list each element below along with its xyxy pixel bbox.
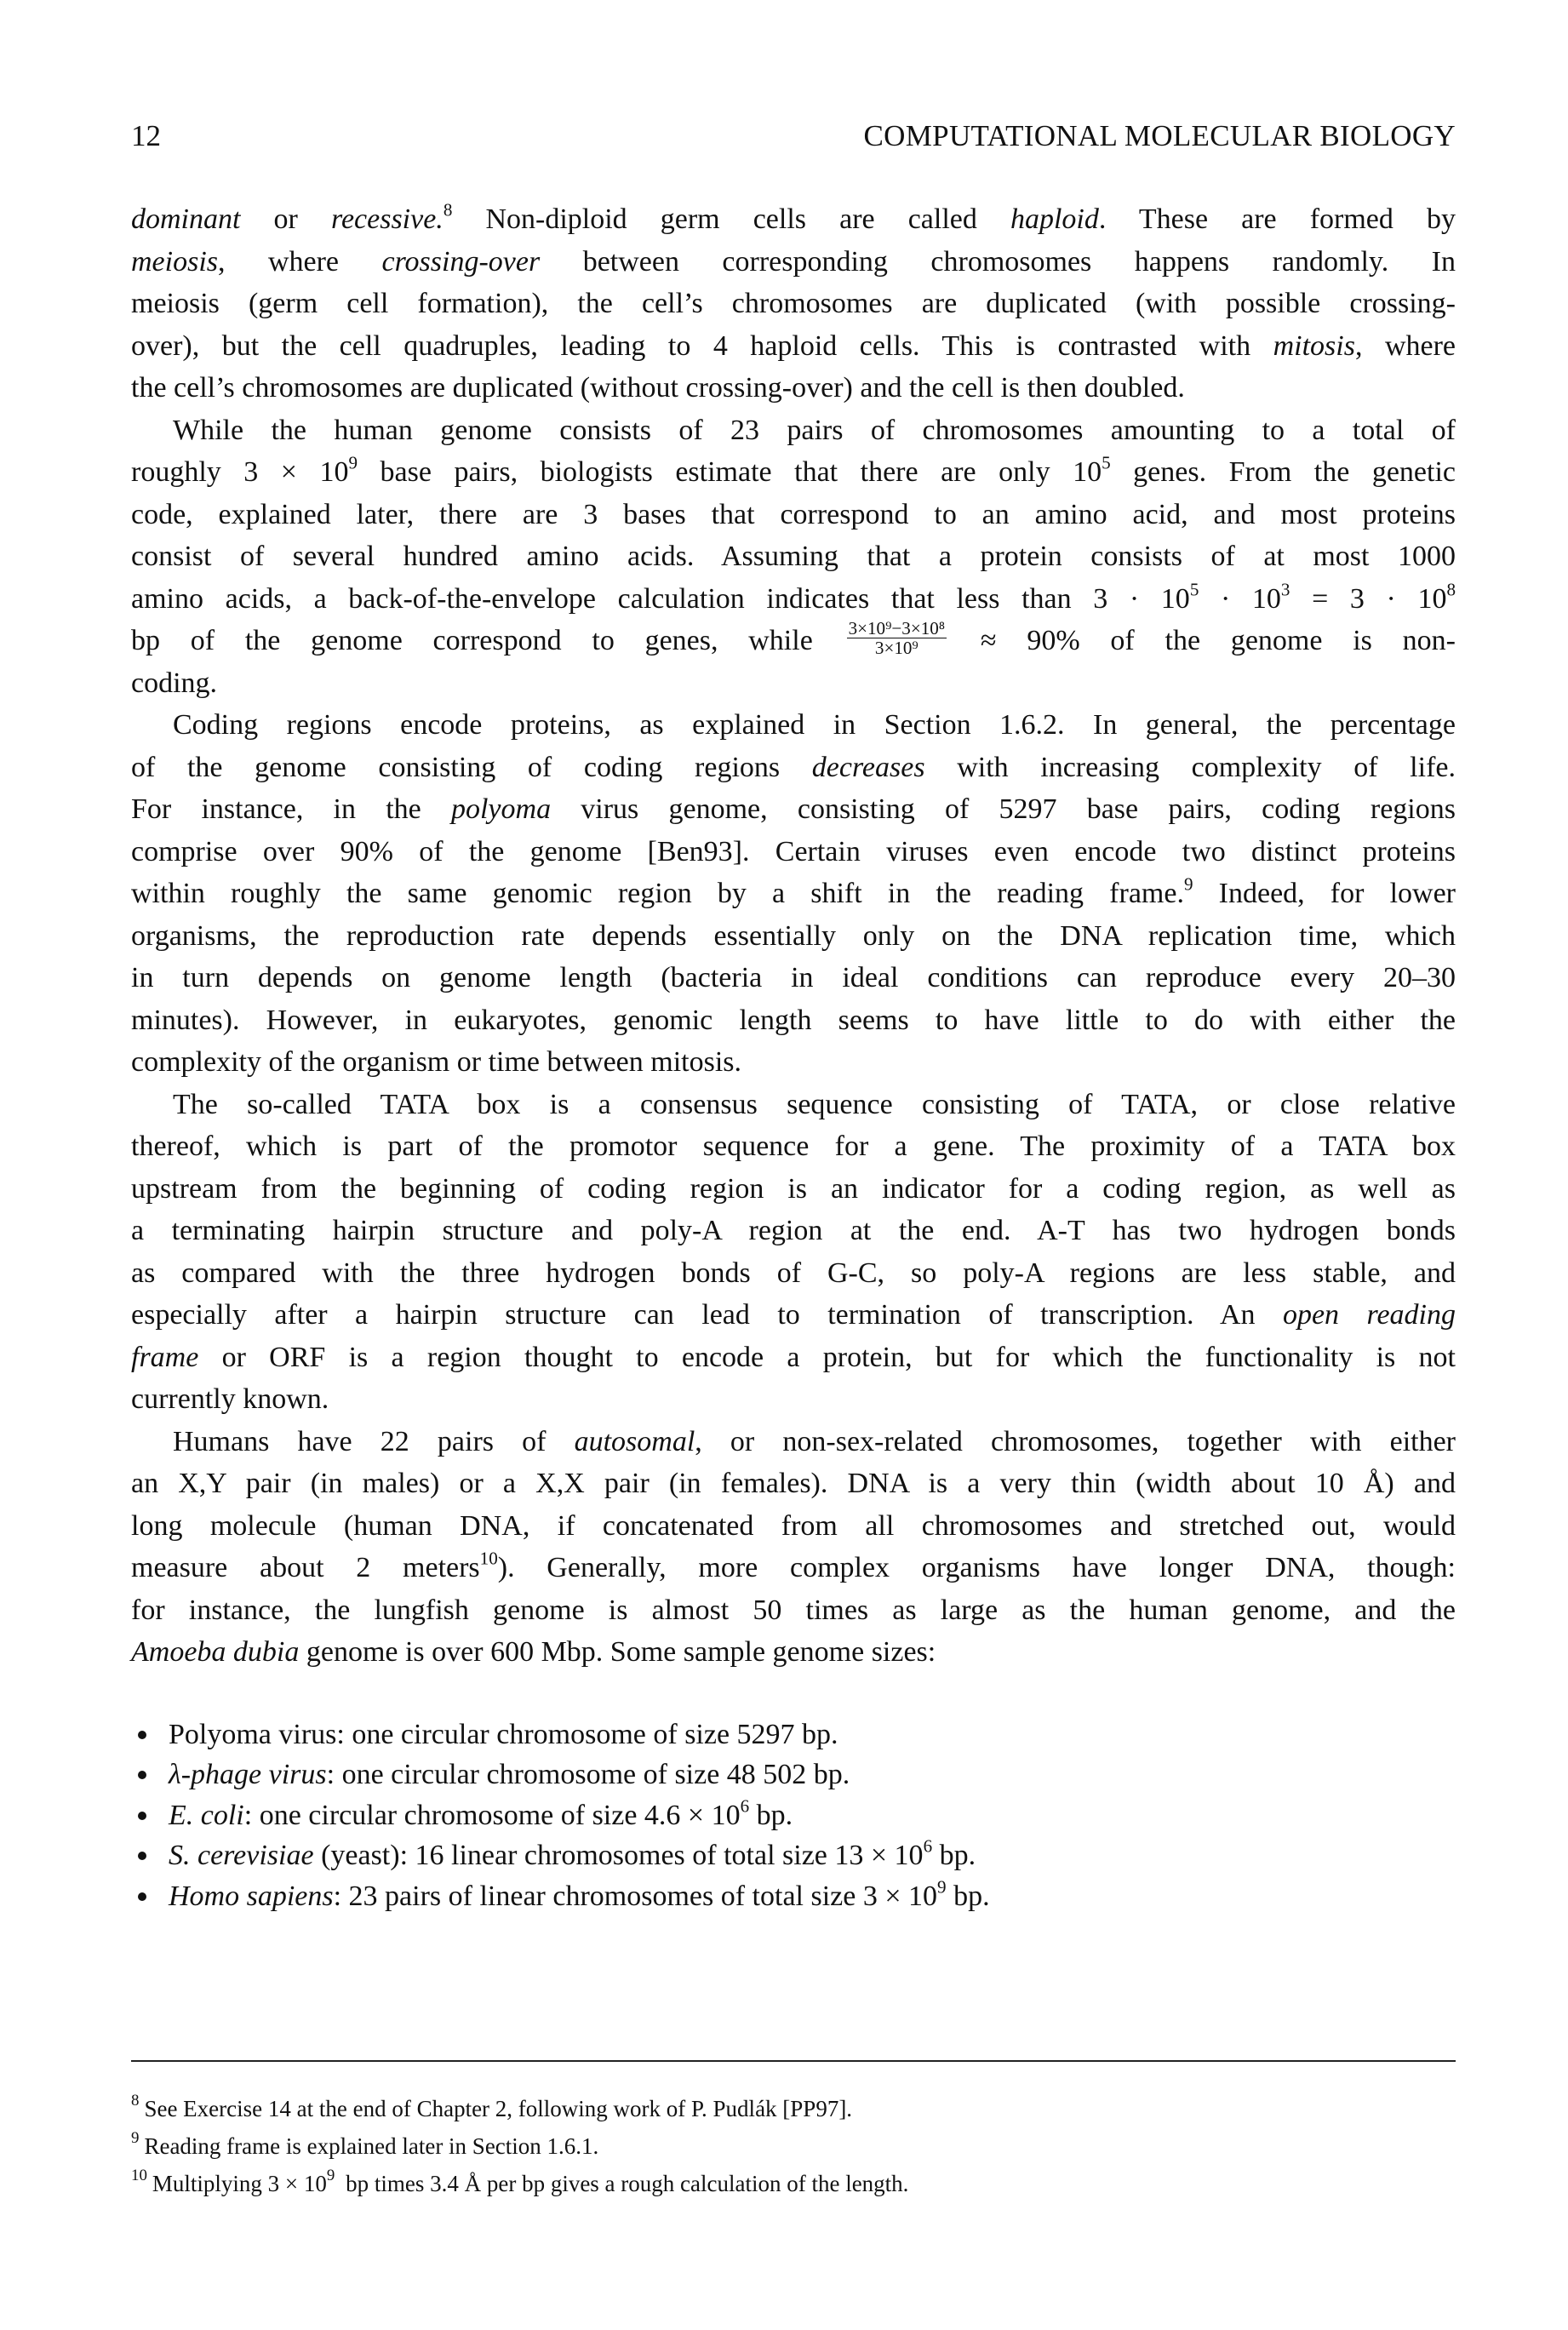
text-run: , or non-sex-related chromosomes, together with either (695, 1425, 1456, 1457)
text-run: (yeast): 16 linear chromosomes of total size 13 × 10 (313, 1840, 924, 1872)
text-run: complexity of the organism or time between mitosis. (131, 1046, 742, 1078)
paragraph (131, 1421, 1456, 1674)
italic-term: open reading (1282, 1299, 1456, 1331)
footnotes (131, 2090, 1456, 2202)
text-run: especially after a hairpin structure can lead to termination of transcription. An (131, 1299, 1283, 1331)
text-run: Reading frame is explained later in Section 1.6.1. (144, 2133, 599, 2159)
text-run: bp of the genome correspond to genes, while (131, 625, 844, 656)
text-run: coding. (131, 667, 218, 699)
superscript: 9 (937, 1875, 947, 1897)
text-line (131, 1463, 1456, 1505)
text-line (131, 494, 1456, 536)
text-run: thereof, which is part of the promotor sequence for a gene. The proximity of a TATA box (131, 1131, 1456, 1162)
text-run: genome is over 600 Mbp. Some sample genome sizes: (299, 1636, 936, 1668)
text-run: Multiplying 3 × 10 (152, 2171, 327, 2196)
footnote-mark: 10 (131, 2166, 147, 2184)
superscript: 9 (326, 2166, 335, 2184)
superscript: 5 (1102, 452, 1111, 473)
text-run: ≈ 90% of the genome is non- (950, 625, 1456, 656)
italic-term: polyoma (450, 793, 552, 825)
list-item (131, 1835, 1456, 1875)
text-line (131, 1505, 1456, 1548)
text-run: long molecule (human DNA, if concatenated from all chromosomes and stretched out, would (131, 1509, 1456, 1542)
text-line (131, 1337, 1456, 1379)
page-number: 12 (131, 119, 161, 152)
italic-term: recessive. (330, 203, 444, 235)
genome-size-list (131, 1715, 1456, 1916)
text-run: with increasing complexity of life. (924, 751, 1456, 783)
text-run: : 23 pairs of linear chromosomes of total size 3 × 10 (333, 1880, 938, 1912)
footnote-mark: 8 (131, 2091, 140, 2110)
text-line (131, 1631, 1456, 1674)
italic-term: frame (131, 1341, 199, 1373)
paragraph (131, 198, 1456, 409)
text-run: virus genome, consisting of 5297 base pairs, coding regions (551, 793, 1456, 825)
text-run: a terminating hairpin structure and poly-A region at the end. A-T has two hydrogen bonds (131, 1215, 1456, 1246)
text-line (131, 747, 1456, 789)
text-run: the cell’s chromosomes are duplicated (without crossing-over) and the cell is then doubled. (131, 372, 1185, 404)
fraction (847, 619, 947, 657)
superscript: 8 (443, 199, 453, 220)
bullet-icon (138, 1812, 146, 1820)
list-item (131, 1755, 1456, 1795)
body-text (131, 198, 1456, 1674)
text-line (131, 788, 1456, 831)
text-run: , where (1354, 329, 1456, 362)
running-title: COMPUTATIONAL MOLECULAR BIOLOGY (863, 119, 1456, 152)
text-run: between corresponding chromosomes happens randomly. In (540, 245, 1456, 278)
text-run: comprise over 90% of the genome [Ben93]. Certain viruses even encode two distinct proteins (131, 835, 1456, 867)
italic-term: E. coli (169, 1799, 244, 1831)
italic-term: Homo sapiens (169, 1880, 334, 1912)
text-line (131, 241, 1456, 283)
text-run: While the human genome consists of 23 pairs of chromosomes amounting to a total of (173, 414, 1456, 446)
bullet-icon (138, 1892, 146, 1901)
superscript: 9 (348, 452, 358, 473)
text-line (131, 578, 1456, 621)
italic-term: Amoeba dubia (131, 1636, 300, 1668)
text-run: The so-called TATA box is a consensus sequence consisting of TATA, or close relative (173, 1088, 1456, 1120)
text-run: in turn depends on genome length (bacteria in ideal conditions can reproduce every 20–30 (131, 962, 1456, 993)
text-run: over), but the cell quadruples, leading to 4 haploid cells. This is contrasted with (131, 329, 1273, 362)
italic-term: haploid (1010, 203, 1099, 235)
text-line (131, 662, 1456, 705)
text-run: · 10 (1199, 582, 1281, 615)
text-run: See Exercise 14 at the end of Chapter 2, following work of P. Pudlák [PP97]. (144, 2096, 853, 2121)
fraction-denominator: 3×10⁹ (874, 637, 918, 658)
text-line (131, 1421, 1456, 1463)
italic-term: meiosis (131, 245, 218, 278)
text-run: currently known. (131, 1383, 329, 1415)
text-run: Coding regions encode proteins, as explained in Section 1.6.2. In general, the percentage (173, 709, 1456, 741)
footnote-mark: 9 (131, 2128, 140, 2147)
text-run: or ORF is a region thought to encode a protein, but for which the functionality is not (198, 1341, 1456, 1373)
text-run: within roughly the same genomic region by a shift in the reading frame. (131, 878, 1184, 909)
italic-term: mitosis (1273, 329, 1355, 362)
bullet-icon (138, 1852, 146, 1860)
text-run: , where (218, 245, 382, 278)
text-line (131, 1252, 1456, 1295)
text-run: bp. (749, 1799, 793, 1831)
text-run: Indeed, for lower (1193, 878, 1456, 909)
text-line (131, 1084, 1456, 1126)
text-line (131, 1547, 1456, 1589)
paragraph (131, 704, 1456, 1084)
superscript: 8 (1446, 578, 1456, 599)
superscript: 6 (740, 1795, 750, 1817)
text-run: amino acids, a back-of-the-envelope calculation indicates that less than 3 · 10 (131, 582, 1190, 615)
text-run: minutes). However, in eukaryotes, genomic length seems to have little to do with either the (131, 1004, 1456, 1036)
footnote (131, 2127, 1456, 2165)
superscript: 3 (1280, 578, 1290, 599)
italic-term: crossing-over (381, 245, 541, 278)
text-line (131, 1125, 1456, 1168)
text-line (131, 283, 1456, 325)
text-line (131, 1589, 1456, 1632)
text-line (131, 1168, 1456, 1211)
footnote (131, 2090, 1456, 2127)
text-line (131, 831, 1456, 873)
text-line (131, 617, 1456, 662)
footnote (131, 2165, 1456, 2202)
text-line (131, 325, 1456, 368)
text-run: upstream from the beginning of coding region is an indicator for a coding region, as well as (131, 1172, 1456, 1205)
text-run: Non-diploid germ cells are called (452, 203, 1010, 235)
text-line (131, 957, 1456, 999)
text-line (131, 1041, 1456, 1084)
superscript: 10 (479, 1548, 498, 1569)
text-line (131, 704, 1456, 747)
text-run: consist of several hundred amino acids. Assuming that a protein consists of at most 1000 (131, 541, 1456, 572)
text-run: or (240, 203, 331, 235)
paragraph (131, 409, 1456, 705)
text-run: meiosis (germ cell formation), the cell’s chromosomes are duplicated (with possible crossing- (131, 288, 1456, 319)
text-line (131, 198, 1456, 241)
text-run: Humans have 22 pairs of (173, 1425, 575, 1457)
italic-term: decreases (811, 751, 925, 783)
list-item (131, 1876, 1456, 1916)
text-run: an X,Y pair (in males) or a X,X pair (in females). DNA is a very thin (width about 10 Å) and (131, 1468, 1456, 1499)
footnote-rule (131, 2060, 1456, 2062)
text-run: For instance, in the (131, 793, 451, 825)
list-item (131, 1795, 1456, 1835)
text-run: bp. (932, 1840, 976, 1872)
text-line (131, 999, 1456, 1042)
text-run: bp. (946, 1880, 990, 1912)
text-line (131, 873, 1456, 915)
paragraph (131, 1084, 1456, 1421)
superscript: 9 (1183, 873, 1193, 895)
bullet-icon (138, 1731, 146, 1739)
bullet-icon (138, 1771, 146, 1779)
text-run: . These are formed by (1098, 203, 1456, 235)
text-run: as compared with the three hydrogen bonds of G-C, so poly-A regions are less stable, and (131, 1257, 1456, 1289)
text-run: base pairs, biologists estimate that there are only 10 (358, 456, 1102, 488)
text-run: of the genome consisting of coding regions (131, 751, 812, 783)
text-run: organisms, the reproduction rate depends essentially only on the DNA replication time, which (131, 919, 1456, 952)
text-line (131, 1210, 1456, 1252)
superscript: 6 (923, 1835, 933, 1857)
text-run: = 3 · 10 (1290, 582, 1447, 615)
text-line (131, 409, 1456, 452)
fraction-numerator: 3×10⁹−3×10⁸ (848, 617, 946, 638)
list-item (131, 1715, 1456, 1755)
text-run: : one circular chromosome of size 4.6 × 10 (243, 1799, 741, 1831)
italic-term: S. cerevisiae (169, 1840, 314, 1872)
text-run: for instance, the lungfish genome is almost 50 times as large as the human genome, and the (131, 1594, 1456, 1626)
italic-term: λ-phage virus (169, 1759, 327, 1791)
text-run: genes. From the genetic (1110, 456, 1456, 488)
text-line (131, 451, 1456, 494)
superscript: 5 (1189, 578, 1199, 599)
text-run: : one circular chromosome of size 48 502 bp. (326, 1759, 850, 1791)
text-run: roughly 3 × 10 (131, 456, 349, 488)
text-run: measure about 2 meters (131, 1552, 480, 1583)
text-run: Polyoma virus: one circular chromosome of size 5297 bp. (169, 1719, 838, 1750)
text-run: bp times 3.4 Å per bp gives a rough calculation of the length. (340, 2171, 909, 2196)
italic-term: autosomal (574, 1425, 695, 1457)
text-line (131, 535, 1456, 578)
text-run: ). Generally, more complex organisms have longer DNA, though: (497, 1552, 1456, 1583)
text-line (131, 1294, 1456, 1337)
running-header (131, 119, 1456, 157)
text-line (131, 1378, 1456, 1421)
text-line (131, 915, 1456, 958)
italic-term: dominant (131, 203, 241, 235)
text-line (131, 367, 1456, 409)
text-run: code, explained later, there are 3 bases that correspond to an amino acid, and most proteins (131, 498, 1456, 530)
